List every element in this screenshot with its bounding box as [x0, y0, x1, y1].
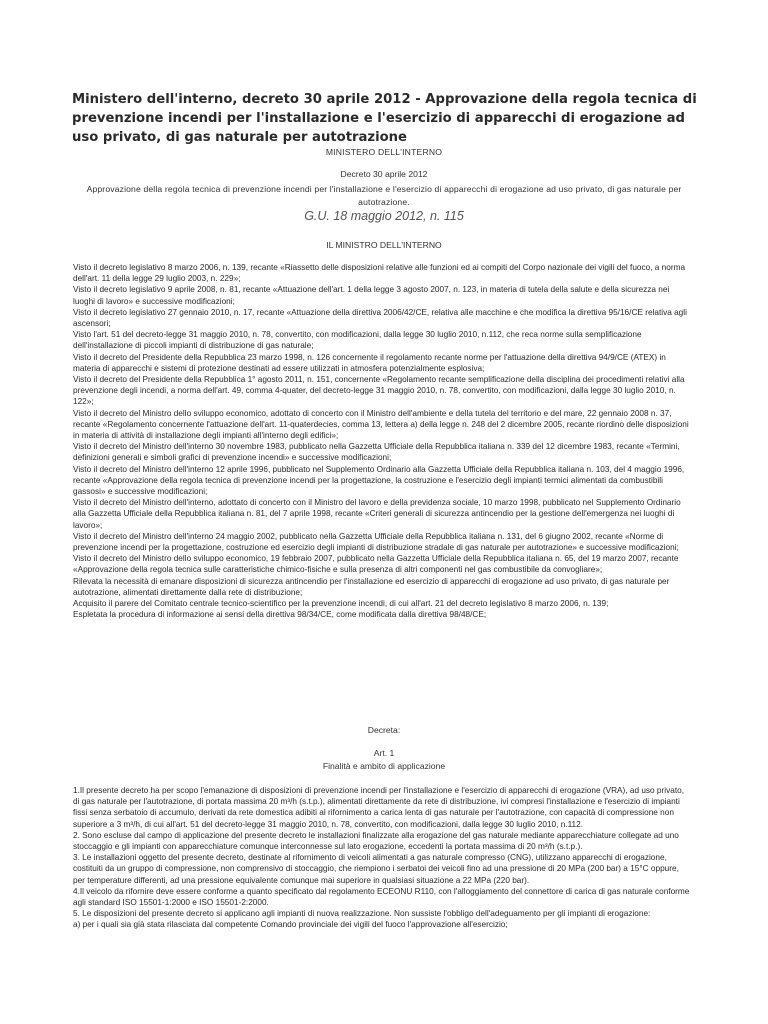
recital: Visto il decreto del Ministro dell'interno 12 aprile 1996, pubblicato nel Supplemento Ordinario alla Gazzetta Ufficiale della Repubblica italiana n. 103, del 4 maggio 1996, recante «Approvazione della regola tecnica di prevenzione incendi per la progettazione, la costruzione e l'esercizio degli impianti termici alimentati da combustibili gassosi» e successive modificazioni; — [73, 464, 685, 497]
recital: Visto il decreto del Ministro dell'interno, adottato di concerto con il Ministro del lavoro e della previdenza sociale, 10 marzo 1998, pubblicato nel Supplemento Ordinario alla Gazzetta Ufficiale della Repubblica italiana n. 81, del 7 aprile 1998, recante «Criteri generali di sicurezza antincendio per la gestione dell'emergenza nei luoghi di lavoro»; — [73, 498, 681, 530]
recital: Rilevata la necessità di emanare disposizioni di sicurezza antincendio per l'installazione ed esercizio di apparecchi di erogazione ad uso privato, di gas naturale per autotrazione, alimentati direttamente dalla rete di distribuzione; — [73, 576, 670, 597]
article-paragraph: 2. Sono escluse dal campo di applicazione del presente decreto le installazioni finalizzate alla erogazione del gas naturale mediante apparecchiature collegate ad uno stoccaggio e gli impianti con apparecchiature comunque interconnesse sul lato erogazione, eccedenti la portata massima di 20 m³/h (s.t.p.). — [73, 830, 679, 852]
recital: Visto il decreto del Ministro dell'interno 24 maggio 2002, pubblicato nella Gazzetta Ufficiale della Repubblica italiana n. 131, del 6 giugno 2002, recante «Norme di prevenzione incendi per la progettazione, costruzione ed esercizio degli impianti di distribuzione stradale di gas naturale per autotrazione» e successive modificazioni; — [73, 531, 679, 553]
article-paragraph: a) per i quali sia già stata rilasciata dal competente Comando provinciale dei vigili del fuoco l'approvazione all'esercizio; — [73, 920, 508, 930]
recital: Visto il decreto del Presidente della Repubblica 23 marzo 1998, n. 126 concernente il regolamento recante norme per l'attuazione della direttiva 94/9/CE (ATEX) in materia di apparecchi e sistemi di protezione destinati ad essere utilizzati in atmosfera potenzialmente esplosiva; — [73, 352, 666, 373]
recital: Visto il decreto del Ministro dello sviluppo economico, adottato di concerto con il Ministro dell'ambiente e della tutela del territorio e del mare, 22 gennaio 2008 n. 37, recante «Regolamento concernente l'attuazione dell'art. 11-quaterdecies, comma 13, lettera a) della legge n. 248 del 2 dicembre 2005, recante riordino delle disposizioni in materia di attività di installazione degli impianti all'interno degli edifici»; — [73, 408, 689, 441]
article-title: Finalità e ambito di applicazione — [322, 761, 446, 771]
article-paragraph: 4.Il veicolo da rifornire deve essere conforme a quanto specificato dal regolamento ECEONU R110, con l'alloggiamento del connettore di carica di gas naturale conforme agli standard ISO 15501-1:2000 e ISO 15501-2:2000. — [73, 886, 690, 908]
article-number: Art. 1 — [373, 748, 395, 758]
recital: Visto il decreto del Ministro dello sviluppo economico, 19 febbraio 2007, pubblicato nella Gazzetta Ufficiale della Repubblica italiana n. 65, del 19 marzo 2007, recante «Approvazione della regola tecnica sulle caratteristiche chimico-fisiche e sulla presenza di altri componenti nel gas combustibile da convogliare»; — [73, 554, 679, 575]
article-paragraph: 1.Il presente decreto ha per scopo l'emanazione di disposizioni di prevenzione incendi per l'installazione e l'esercizio di apparecchi di erogazione (VRA), ad uso privato, di gas naturale per l'autotrazione, di portata massima 20 m³/h (s.t.p.), alimentati direttamente da rete di distribuzione, ivi compresi l'installazione e l'esercizio di impianti fissi senza serbatoio di accumulo, derivati da rete domestica adibiti al rifornimento a carica lenta di gas naturale per l'autotrazione, con capacità di compressione non superiore a 3 m³/h, di cui all'art. 51 del decreto-legge 31 maggio 2010, n. 78, convertito, con modificazioni, dalla legge 30 luglio 2010, n.112. — [73, 786, 684, 829]
document-title: Ministero dell'interno, decreto 30 aprile 2012 - Approvazione della regola tecnica di prevenzione incendi per l'installazione e l'esercizio di apparecchi di erogazione ad uso privato, di gas naturale per autotrazione — [72, 92, 697, 145]
decreta-heading: Decreta: — [367, 725, 401, 735]
gazzetta-reference: G.U. 18 maggio 2012, n. 115 — [304, 209, 464, 223]
recital: Visto il decreto del Ministro dell'interno 30 novembre 1983, pubblicato nella Gazzetta Ufficiale della Repubblica italiana n. 339 del 12 dicembre 1983, recante «Termini, definizioni generali e simboli grafici di prevenzione incendi» e successive modificazioni; — [73, 442, 680, 463]
recital: Visto il decreto legislativo 27 gennaio 2010, n. 17, recante «Attuazione della direttiva 2006/42/CE, relativa alle macchine e che modifica la direttiva 95/16/CE relativa agli ascensori; — [73, 307, 687, 329]
ministry-heading: MINISTERO DELL'INTERNO — [325, 147, 443, 157]
decree-date: Decreto 30 aprile 2012 — [340, 169, 428, 179]
article-body — [73, 785, 691, 931]
recital: Visto il decreto legislativo 8 marzo 2006, n. 139, recante «Riassetto delle disposizioni relative alle funzioni ed ai compiti del Corpo nazionale dei vigili del fuoco, a norma dell'art. 11 della legge 29 luglio 2003, n. 229»; — [73, 263, 686, 284]
article-paragraph: 3. Le installazioni oggetto del presente decreto, destinate al rifornimento di veicoli alimentati a gas naturale compresso (CNG), utilizzano apparecchi di erogazione, costituiti da un gruppo di compressione, non comprensivo di stoccaggio, che riempiono i serbatoi dei veicoli fino ad una pressione di 20 MPa (200 bar) a 15°C oppure, per temperature differenti, ad una pressione equivalente comunque mai superiore in qualsiasi situazione a 22 MPa (220 bar). — [73, 853, 679, 885]
recital: Acquisito il parere del Comitato centrale tecnico-scientifico per la prevenzione incendi, di cui all'art. 21 del decreto legislativo 8 marzo 2006, n. 139; — [73, 599, 609, 609]
recital: Visto l'art. 51 del decreto-legge 31 maggio 2010, n. 78, convertito, con modificazioni, dalla legge 30 luglio 2010, n.112, che reca norme sulla semplificazione dell'installazione di piccoli impianti di distribuzione di gas naturale; — [73, 330, 642, 351]
minister-heading: IL MINISTRO DELL'INTERNO — [326, 240, 442, 250]
recital: Visto il decreto del Presidente della Repubblica 1° agosto 2011, n. 151, concernente «Regolamento recante semplificazione della disciplina dei procedimenti relativi alla prevenzione degli incendi, a norma dell'art. 49, comma 4-quater, del decreto-legge 31 maggio 2010, n. 78, convertito, con modificazioni, dalla legge 30 luglio 2010, n. 122»; — [73, 375, 685, 407]
recital: Visto il decreto legislativo 9 aprile 2008, n. 81, recante «Attuazione dell'art. 1 della legge 3 agosto 2007, n. 123, in materia di tutela della salute e della sicurezza nei luoghi di lavoro» e successive modificazioni; — [73, 285, 670, 306]
recital: Espletata la procedura di informazione ai sensi della direttiva 98/34/CE, come modificata dalla direttiva 98/48/CE; — [73, 610, 487, 620]
decree-subject: Approvazione della regola tecnica di prevenzione incendi per l'installazione e l'esercizio di apparecchi di erogazione ad uso privato, di gas naturale per autotrazione. — [86, 184, 682, 207]
article-paragraph: 5. Le disposizioni del presente decreto si applicano agli impianti di nuova realizzazione. Non sussiste l'obbligo dell'adeguamento per gli impianti di erogazione: — [73, 909, 651, 919]
preamble-recitals — [73, 262, 691, 621]
